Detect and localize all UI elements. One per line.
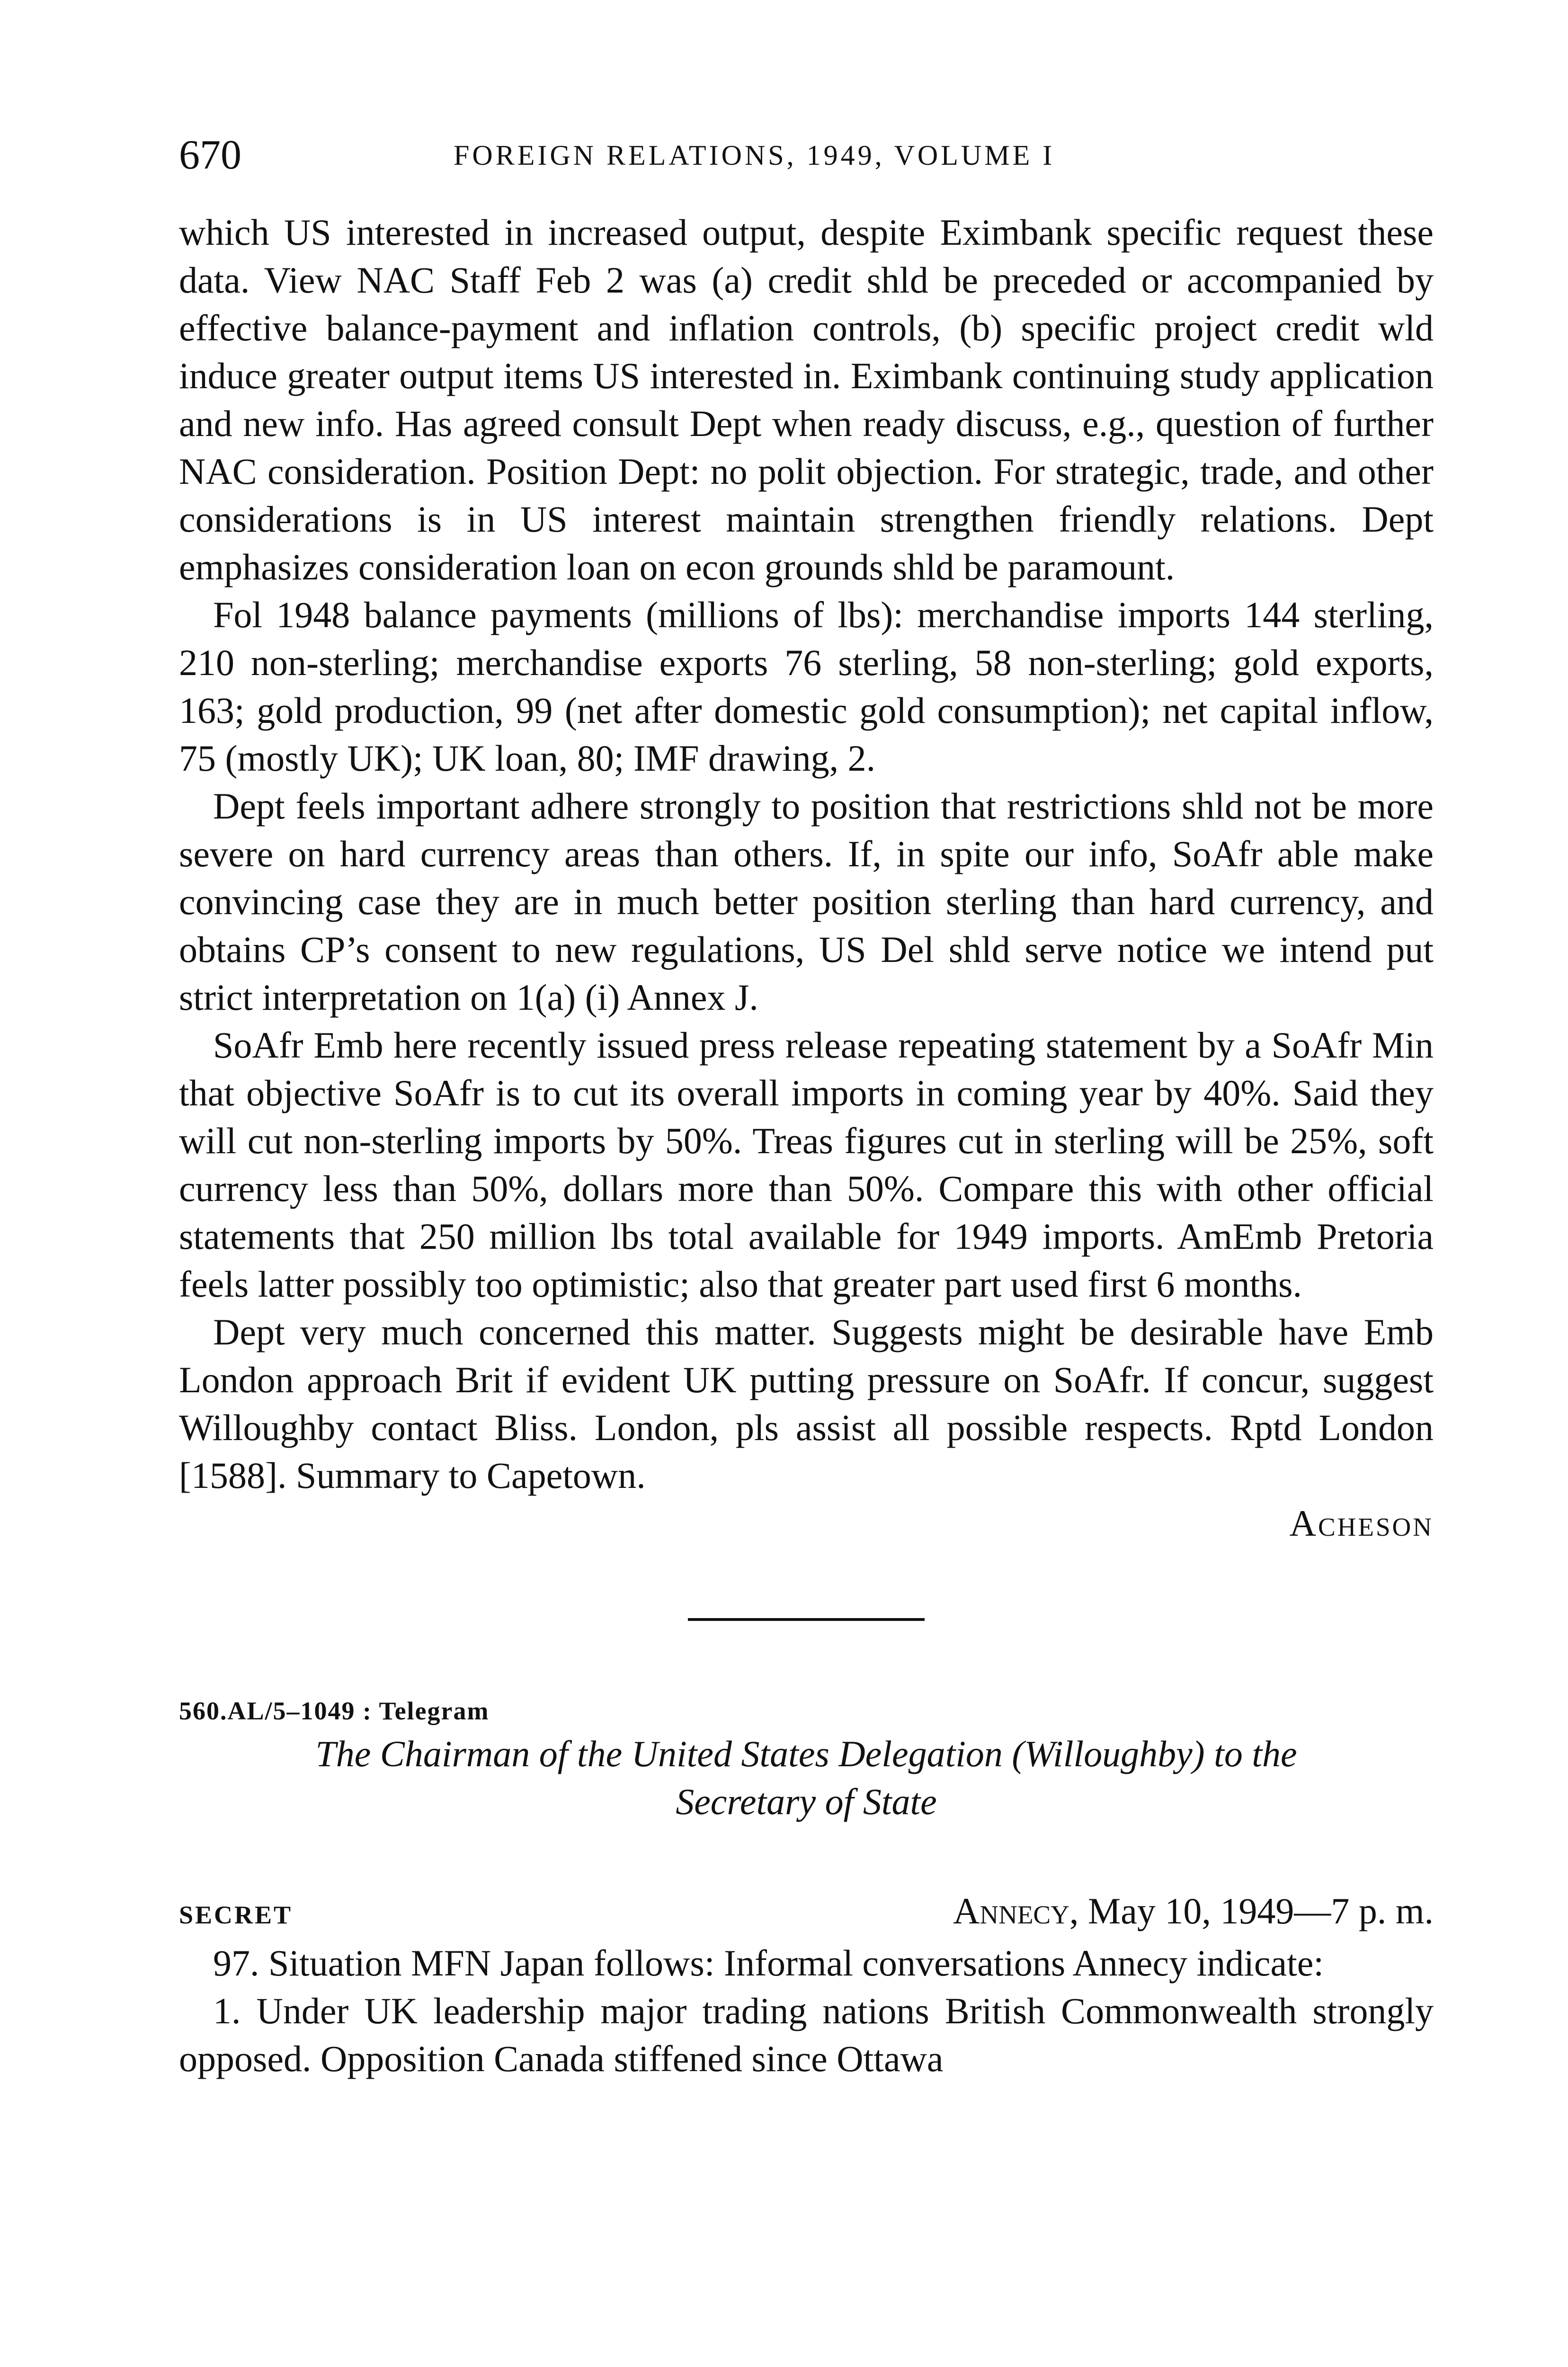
page-body: [179, 208, 1434, 2082]
paragraph-press-release: SoAfr Emb here recently issued press release repeating statement by a SoAfr Min that objective SoAfr is to cut its overall imports in coming year by 40%. Said they will cut non-sterling imports by 50%. Treas figures cut in sterling will be 25%, soft currency less than 50%, dollars more than 50%. Compare this with other official statements that 250 million lbs total available for 1949 imports. AmEmb Pretoria feels latter possibly too optimistic; also that greater part used first 6 months.: [179, 1024, 1434, 1305]
running-head: FOREIGN RELATIONS, 1949, VOLUME I: [454, 140, 1055, 171]
paragraph-concern: Dept very much concerned this matter. Suggests might be desirable have Emb London approach Brit if evident UK putting pressure on SoAfr. If concur, suggest Willoughby contact Bliss. London, pls assist all possible respects. Rptd London [1588]. Summary to Capetown.: [179, 1311, 1434, 1496]
paragraph-continued: which US interested in increased output, despite Eximbank specific request these data. View NAC Staff Feb 2 was (a) credit shld be preceded or accompanied by effective balance-payment and inflation controls, (b) specific project credit wld induce greater output items US interested in. Eximbank continuing study application and new info. Has agreed consult Dept when ready discuss, e.g., question of further NAC consideration. Position Dept: no polit objection. For strategic, trade, and other considerations is in US interest maintain strengthen friendly relations. Dept emphasizes consideration loan on econ grounds shld be paramount.: [179, 212, 1434, 587]
classification-label: SECRET: [179, 1901, 293, 1929]
signature: Acheson: [1289, 1503, 1434, 1544]
document-title-line-1: The Chairman of the United States Delegation (Willoughby) to the: [315, 1733, 1297, 1774]
date: May 10, 1949—7 p. m.: [1087, 1890, 1434, 1931]
paragraph-balance-payments: Fol 1948 balance payments (millions of lbs): merchandise imports 144 sterling, 210 non-sterling; merchandise exports 76 sterling, 58 non-sterling; gold exports, 163; gold production, 99 (net after domestic gold consumption); net capital inflow, 75 (mostly UK); UK loan, 80; IMF drawing, 2.: [179, 594, 1434, 779]
page-number: 670: [179, 132, 241, 178]
document-title: [179, 1730, 1434, 1825]
file-reference: 560.AL/5–1049 : Telegram: [179, 1697, 490, 1725]
telegram-paragraph-1: 1. Under UK leadership major trading nations British Commonwealth strongly opposed. Opposition Canada stiffened since Ottawa: [179, 1990, 1434, 2079]
dateline: [179, 1887, 1434, 1939]
section-divider: [688, 1618, 925, 1621]
document-title-line-2: Secretary of State: [676, 1781, 937, 1822]
paragraph-dept-position: Dept feels important adhere strongly to position that restrictions shld not be more severe on hard currency areas than others. If, in spite our info, SoAfr able make convincing case they are in much better position sterling than hard currency, and obtains CP’s consent to new regulations, US Del shld serve notice we intend put strict interpretation on 1(a) (i) Annex J.: [179, 785, 1434, 1018]
place-date: [953, 1887, 1434, 1935]
place: Annecy,: [953, 1890, 1079, 1931]
telegram-paragraph-intro: 97. Situation MFN Japan follows: Informal conversations Annecy indicate:: [213, 1942, 1324, 1984]
page-header: [179, 127, 1434, 184]
